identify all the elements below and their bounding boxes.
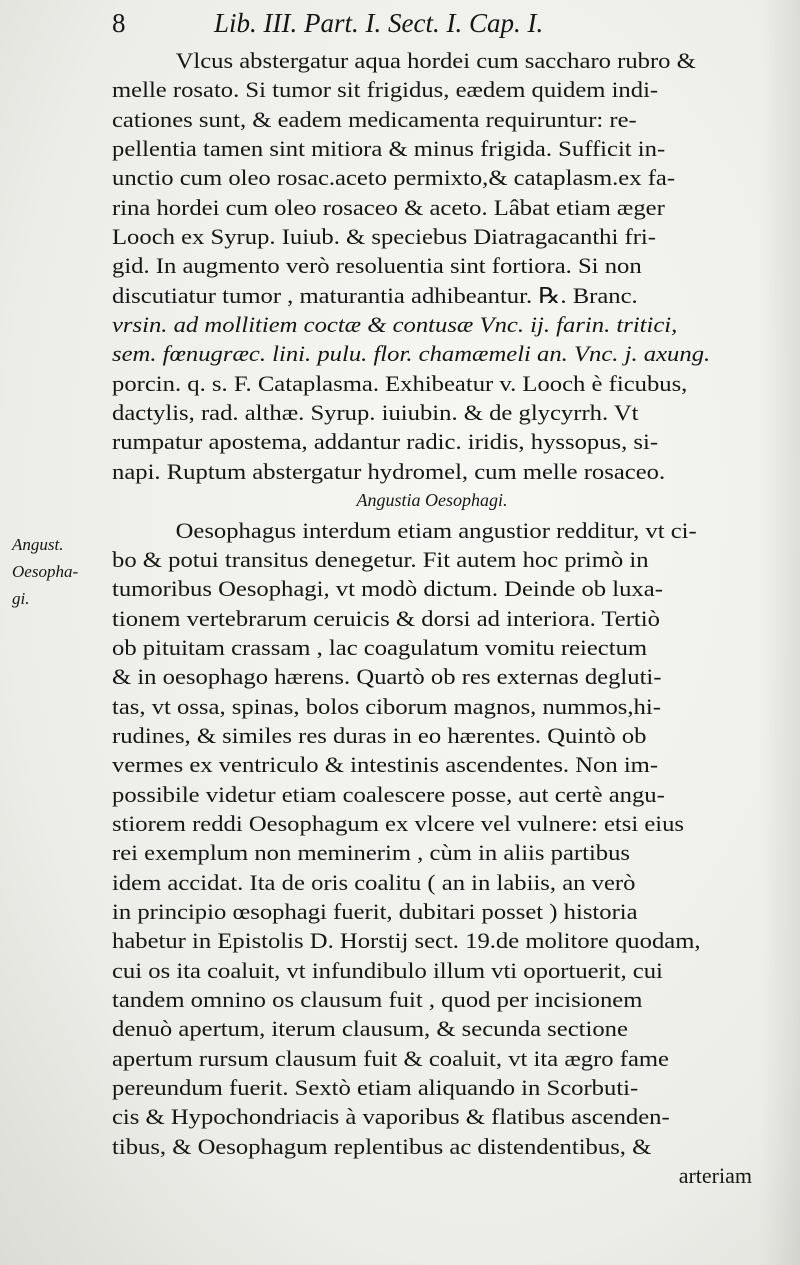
text-line: melle rosato. Si tumor sit frigidus, eædem quidem indi- bbox=[112, 77, 659, 103]
catchword: arteriam bbox=[678, 1163, 752, 1189]
text-line: rumpatur apostema, addantur radic. iridis, hyssopus, si- bbox=[112, 429, 659, 455]
text-line: pereundum fuerit. Sextò etiam aliquando in Scorbuti- bbox=[112, 1075, 639, 1101]
text-line: vermes ex ventriculo & intestinis ascendentes. Non im- bbox=[112, 752, 659, 778]
text-line: possibile videtur etiam coalescere posse, aut certè angu- bbox=[112, 781, 665, 807]
text-line: & in oesophago hærens. Quartò ob res externas degluti- bbox=[112, 664, 662, 690]
margin-note-line: Oesopha- bbox=[12, 562, 79, 581]
text-line: rina hordei cum oleo rosaceo & aceto. Lâbat etiam æger bbox=[112, 194, 665, 220]
text-line: pellentia tamen sint mitiora & minus frigida. Sufficit in- bbox=[112, 136, 666, 162]
text-line: tibus, & Oesophagum replentibus ac distendentibus, & bbox=[112, 1133, 652, 1159]
text-line: bo & potui transitus denegetur. Fit autem hoc primò in bbox=[112, 546, 649, 572]
text-line: unctio cum oleo rosac.aceto permixto,& cataplasm.ex fa- bbox=[112, 165, 676, 191]
text-line: ob pituitam crassam , lac coagulatum vomitu reiectum bbox=[112, 634, 648, 660]
page-shadow bbox=[760, 0, 800, 1265]
text-line: tionem vertebrarum ceruicis & dorsi ad interiora. Tertiò bbox=[112, 605, 660, 631]
text-line: cui os ita coaluit, vt infundibulo illum vti oportuerit, cui bbox=[112, 957, 663, 983]
running-title: Lib. III. Part. I. Sect. I. Cap. I. bbox=[214, 8, 544, 38]
text-line: rei exemplum non meminerim , cùm in aliis partibus bbox=[112, 840, 631, 866]
text-line: napi. Ruptum abstergatur hydromel, cum melle rosaceo. bbox=[112, 458, 666, 484]
margin-note-line: Angust. bbox=[12, 535, 64, 554]
text-line: dactylis, rad. althæ. Syrup. iuiubin. & de glycyrrh. Vt bbox=[112, 400, 639, 426]
text-line: discutiatur tumor , maturantia adhibeantur. ℞. Branc. bbox=[112, 282, 638, 308]
text-line: vrsin. ad mollitiem coctæ & contusæ Vnc. ij. farin. tritici, bbox=[112, 312, 678, 338]
text-line: in principio œsophagi fuerit, dubitari posset ) historia bbox=[112, 898, 638, 924]
text-line: Oesophagus interdum etiam angustior redditur, vt ci- bbox=[175, 517, 697, 543]
text-line: apertum rursum clausum fuit & coaluit, vt ita ægro fame bbox=[112, 1045, 670, 1071]
text-line: tas, vt ossa, spinas, bolos ciborum magnos, nummos,hi- bbox=[112, 693, 661, 719]
text-line: porcin. q. s. F. Cataplasma. Exhibeatur v. Looch è ficubus, bbox=[112, 370, 688, 396]
text-line: tandem omnino os clausum fuit , quod per incisionem bbox=[112, 987, 643, 1012]
text-line: stiorem reddi Oesophagum ex vlcere vel vulnere: etsi eius bbox=[112, 810, 685, 836]
page-header bbox=[112, 8, 752, 42]
text-line: sem. fœnugræc. lini. pulu. flor. chamæmeli an. Vnc. j. axung. bbox=[112, 341, 711, 367]
text-line: cis & Hypochondriacis à vaporibus & flatibus ascenden- bbox=[112, 1104, 670, 1130]
body-text bbox=[112, 46, 752, 1190]
text-line: denuò apertum, iterum clausum, & secunda sectione bbox=[112, 1016, 628, 1042]
margin-note bbox=[12, 531, 102, 612]
text-line: Vlcus abstergatur aqua hordei cum saccharo rubro & bbox=[175, 48, 696, 73]
margin-note-line: gi. bbox=[12, 589, 30, 608]
text-line: rudines, & similes res duras in eo hærentes. Quintò ob bbox=[112, 722, 647, 748]
text-line: cationes sunt, & eadem medicamenta requiruntur: re- bbox=[112, 106, 637, 132]
text-line: tumoribus Oesophagi, vt modò dictum. Deinde ob luxa- bbox=[112, 576, 663, 602]
text-line: Looch ex Syrup. Iuiub. & speciebus Diatragacanthi fri- bbox=[112, 224, 656, 250]
text-line: gid. In augmento verò resoluentia sint fortiora. Si non bbox=[112, 253, 642, 279]
text-line: habetur in Epistolis D. Horstij sect. 19.de molitore quodam, bbox=[112, 928, 701, 954]
page-number: 8 bbox=[112, 8, 126, 38]
text-line: idem accidat. Ita de oris coalitu ( an in labiis, an verò bbox=[112, 869, 636, 895]
section-heading: Angustia Oesophagi. bbox=[356, 490, 508, 511]
